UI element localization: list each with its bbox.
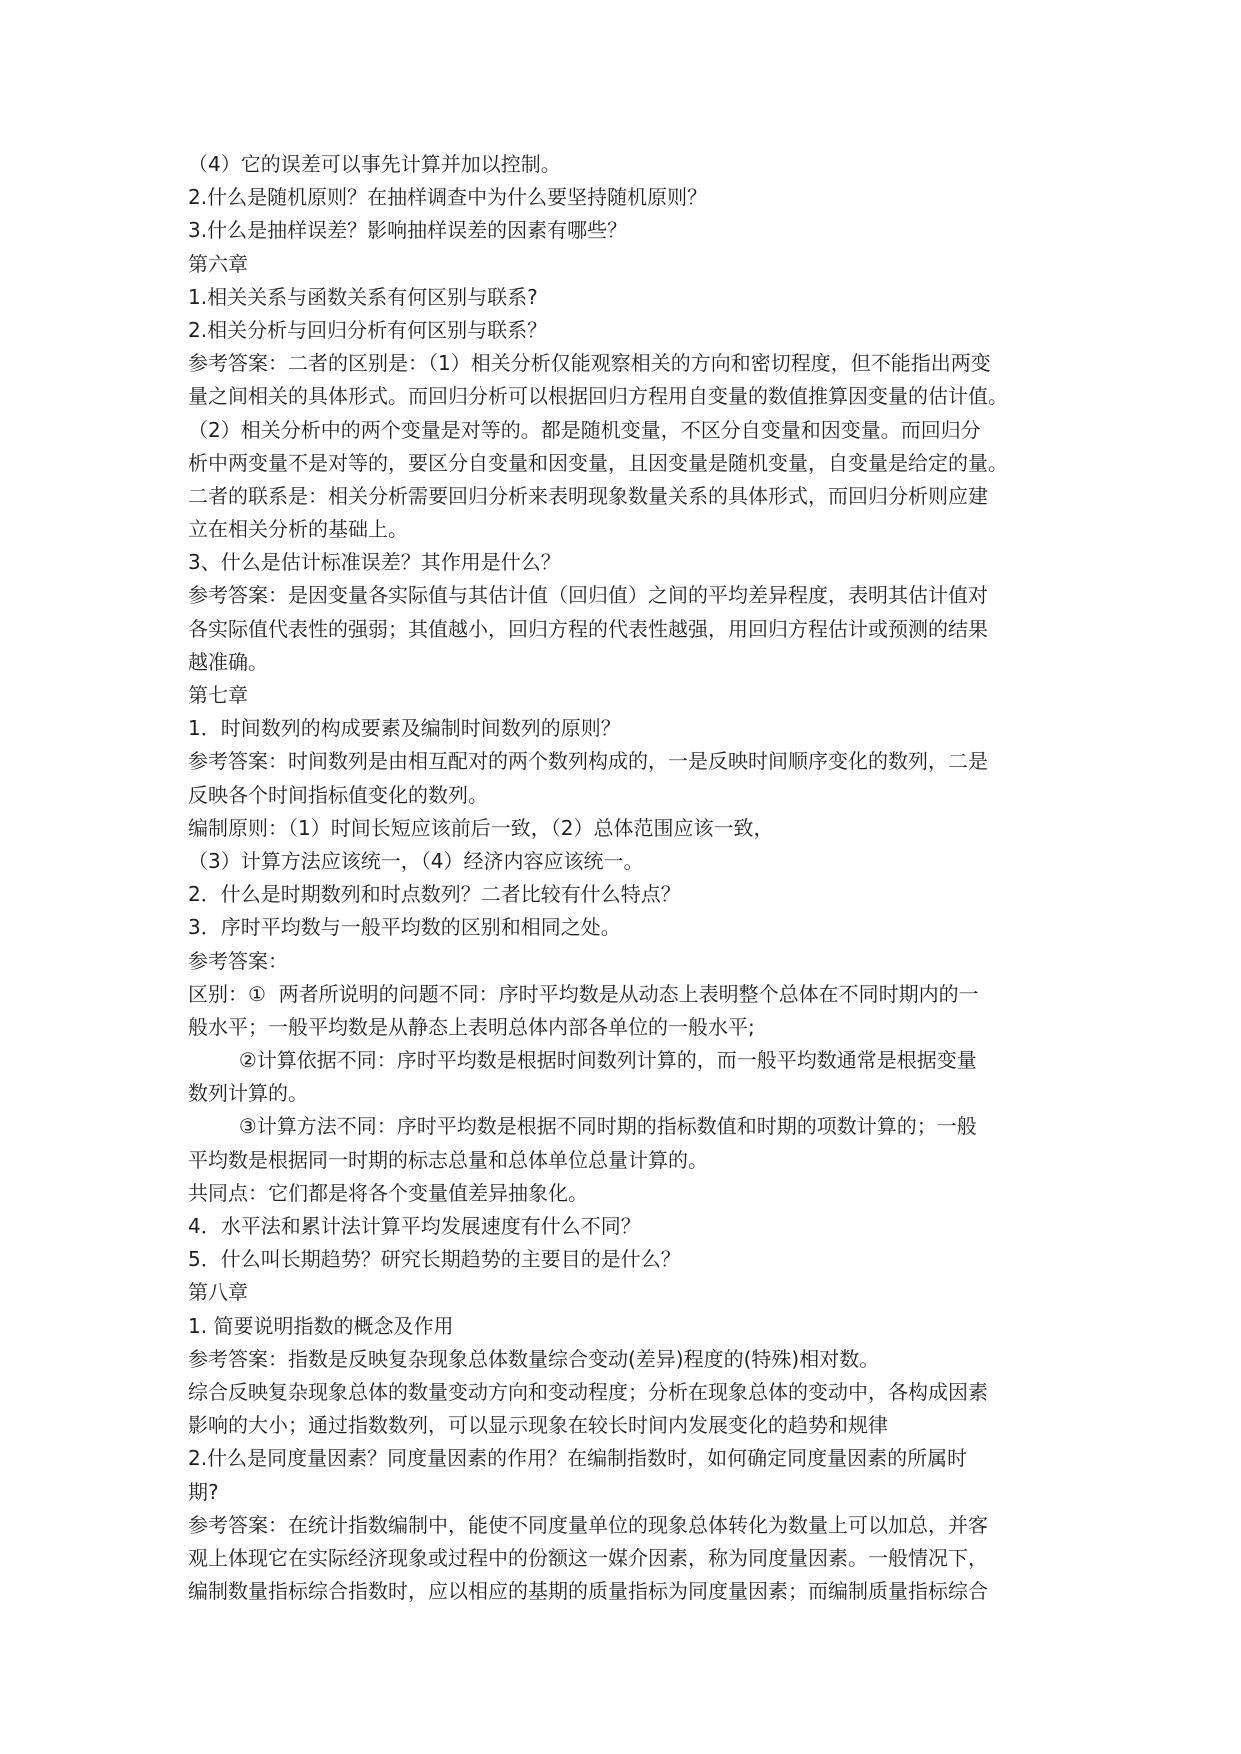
- text-line: 参考答案：在统计指数编制中，能使不同度量单位的现象总体转化为数量上可以加总，并客: [188, 1512, 988, 1537]
- text-line: 参考答案：: [188, 948, 288, 973]
- text-line: ③计算方法不同：序时平均数是根据不同时期的指标数值和时期的项数计算的；一般: [188, 1114, 977, 1139]
- text-line: 观上体现它在实际经济现象或过程中的份额这一媒介因素，称为同度量因素。一般情况下，: [188, 1545, 988, 1570]
- document-page: [188, 148, 1058, 1608]
- text-line: 编制原则：（1）时间长短应该前后一致，（2）总体范围应该一致，: [188, 815, 774, 840]
- text-line: （2）相关分析中的两个变量是对等的。都是随机变量，不区分自变量和因变量。而回归分: [188, 417, 981, 442]
- text-line: 区别：① 两者所说明的问题不同：序时平均数是从动态上表明整个总体在不同时期内的一: [188, 981, 979, 1006]
- chapter-heading: 第七章: [188, 683, 248, 707]
- text-line: 参考答案：二者的区别是：（1）相关分析仅能观察相关的方向和密切程度，但不能指出两变: [188, 351, 991, 376]
- text-line: 1．时间数列的构成要素及编制时间数列的原则？: [188, 716, 621, 741]
- text-line: 期?: [188, 1479, 219, 1504]
- text-line: 数列计算的。: [188, 1081, 308, 1106]
- text-line: 1. 简要说明指数的概念及作用: [188, 1313, 454, 1338]
- text-line: ②计算依据不同：序时平均数是根据时间数列计算的，而一般平均数通常是根据变量: [188, 1048, 977, 1073]
- text-line: 般水平；一般平均数是从静态上表明总体内部各单位的一般水平;: [188, 1014, 755, 1039]
- text-line: 3.什么是抽样误差？影响抽样误差的因素有哪些？: [188, 218, 628, 243]
- text-line: 2.相关分析与回归分析有何区别与联系？: [188, 317, 548, 342]
- text-line: 综合反映复杂现象总体的数量变动方向和变动程度；分析在现象总体的变动中，各构成因素: [188, 1379, 988, 1404]
- text-line: 析中两变量不是对等的，要区分自变量和因变量，且因变量是随机变量，自变量是给定的量。: [188, 450, 1008, 475]
- text-line: 越准确。: [188, 649, 268, 674]
- text-line: 立在相关分析的基础上。: [188, 517, 408, 542]
- chapter-heading: 第六章: [188, 251, 248, 276]
- text-line: 反映各个时间指标值变化的数列。: [188, 782, 488, 807]
- text-line: 1.相关关系与函数关系有何区别与联系?: [188, 284, 538, 309]
- text-line: 各实际值代表性的强弱；其值越小，回归方程的代表性越强，用回归方程估计或预测的结果: [188, 616, 988, 641]
- text-line: 共同点：它们都是将各个变量值差异抽象化。: [188, 1180, 588, 1205]
- text-line: 量之间相关的具体形式。而回归分析可以根据回归方程用自变量的数值推算因变量的估计值。: [188, 384, 1008, 409]
- text-line: 影响的大小；通过指数数列，可以显示现象在较长时间内发展变化的趋势和规律: [188, 1413, 888, 1438]
- text-line: 3．序时平均数与一般平均数的区别和相同之处。: [188, 915, 621, 940]
- text-line: 平均数是根据同一时期的标志总量和总体单位总量计算的。: [188, 1147, 708, 1172]
- text-line: 二者的联系是：相关分析需要回归分析来表明现象数量关系的具体形式，而回归分析则应建: [188, 483, 988, 508]
- text-line: 5．什么叫长期趋势？研究长期趋势的主要目的是什么？: [188, 1247, 681, 1272]
- text-line: 2．什么是时期数列和时点数列？二者比较有什么特点？: [188, 882, 681, 907]
- text-line: 3、什么是估计标准误差？其作用是什么？: [188, 550, 561, 575]
- text-line: 2.什么是随机原则？在抽样调查中为什么要坚持随机原则？: [188, 185, 708, 210]
- text-line: 参考答案：是因变量各实际值与其估计值（回归值）之间的平均差异程度，表明其估计值对: [188, 583, 988, 608]
- text-line: （3）计算方法应该统一，（4）经济内容应该统一。: [188, 848, 644, 873]
- text-line: （4）它的误差可以事先计算并加以控制。: [188, 152, 561, 176]
- text-line: 编制数量指标综合指数时，应以相应的基期的质量指标为同度量因素；而编制质量指标综合: [188, 1579, 988, 1604]
- text-line: 4．水平法和累计法计算平均发展速度有什么不同？: [188, 1214, 641, 1238]
- text-line: 2.什么是同度量因素？同度量因素的作用？在编制指数时，如何确定同度量因素的所属时: [188, 1446, 968, 1471]
- text-line: 参考答案：指数是反映复杂现象总体数量综合变动(差异)程度的(特殊)相对数。: [188, 1346, 880, 1371]
- chapter-heading: 第八章: [188, 1280, 248, 1305]
- text-line: 参考答案：时间数列是由相互配对的两个数列构成的，一是反映时间顺序变化的数列，二是: [188, 749, 988, 774]
